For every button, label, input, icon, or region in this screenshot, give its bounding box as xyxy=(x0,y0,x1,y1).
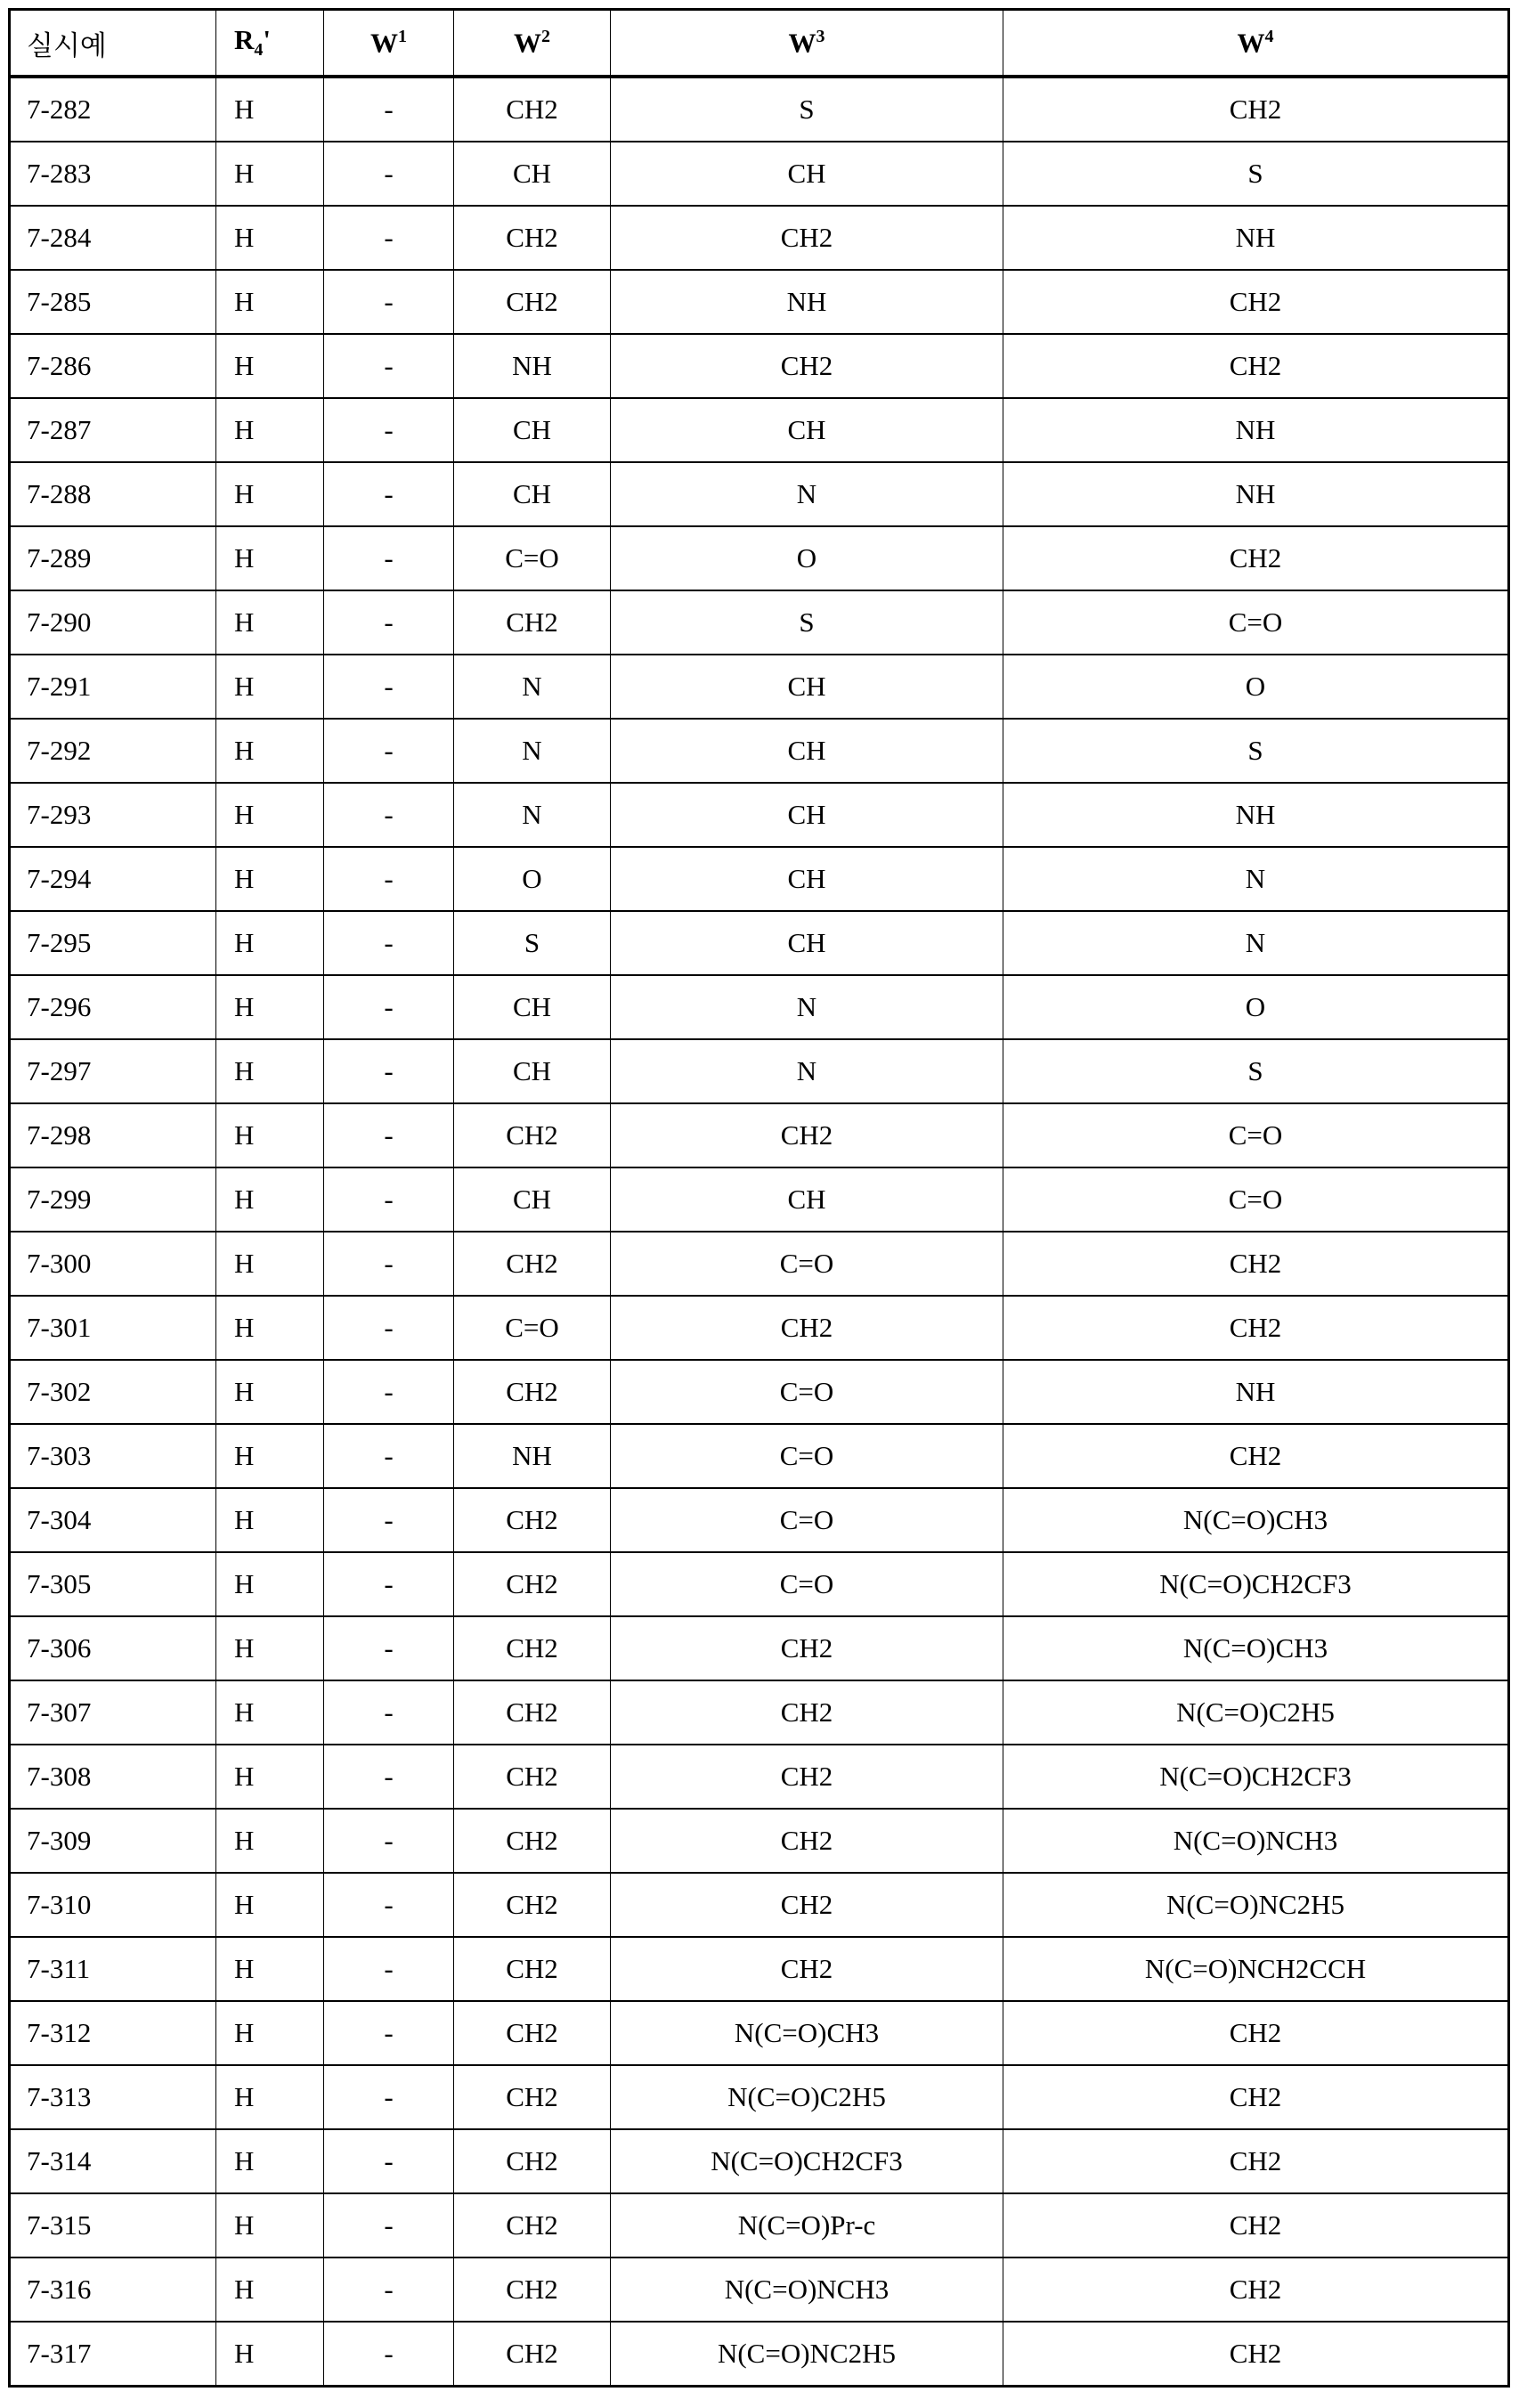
table-row xyxy=(10,1488,1509,1552)
w2-base: W xyxy=(514,27,541,58)
cell-w2: CH xyxy=(454,975,611,1039)
cell-r4: H xyxy=(216,2065,324,2129)
cell-w1: - xyxy=(324,462,454,526)
cell-r4: H xyxy=(216,77,324,142)
cell-w1: - xyxy=(324,1296,454,1360)
cell-w1: - xyxy=(324,1232,454,1296)
table-row xyxy=(10,783,1509,847)
cell-w4: N(C=O)NCH2CCH xyxy=(1003,1937,1509,2001)
cell-example: 7-299 xyxy=(10,1167,216,1232)
cell-example: 7-300 xyxy=(10,1232,216,1296)
cell-w1: - xyxy=(324,2001,454,2065)
cell-w4: NH xyxy=(1003,206,1509,270)
cell-r4: H xyxy=(216,1232,324,1296)
cell-w4: CH2 xyxy=(1003,2001,1509,2065)
cell-example: 7-298 xyxy=(10,1103,216,1167)
table-row xyxy=(10,334,1509,398)
cell-w2: CH2 xyxy=(454,1616,611,1680)
table-row xyxy=(10,719,1509,783)
cell-w2: CH xyxy=(454,398,611,462)
cell-w3: CH xyxy=(611,719,1003,783)
w1-base: W xyxy=(370,27,398,58)
cell-example: 7-293 xyxy=(10,783,216,847)
cell-w1: - xyxy=(324,1488,454,1552)
table-row xyxy=(10,1424,1509,1488)
cell-w4: CH2 xyxy=(1003,270,1509,334)
cell-w1: - xyxy=(324,398,454,462)
cell-w2: CH xyxy=(454,462,611,526)
cell-r4: H xyxy=(216,2129,324,2193)
cell-w2: CH2 xyxy=(454,1873,611,1937)
cell-w1: - xyxy=(324,270,454,334)
table-row xyxy=(10,1552,1509,1616)
cell-w1: - xyxy=(324,975,454,1039)
cell-w3: N(C=O)NCH3 xyxy=(611,2258,1003,2322)
cell-r4: H xyxy=(216,1873,324,1937)
cell-r4: H xyxy=(216,2258,324,2322)
cell-example: 7-283 xyxy=(10,142,216,206)
cell-w2: CH xyxy=(454,1167,611,1232)
r4-prime: ' xyxy=(263,24,271,55)
w2-sup: 2 xyxy=(541,27,550,46)
table-row xyxy=(10,1039,1509,1103)
table-body xyxy=(10,77,1509,2387)
cell-w2: CH2 xyxy=(454,590,611,655)
cell-example: 7-307 xyxy=(10,1680,216,1745)
cell-r4: H xyxy=(216,1745,324,1809)
cell-w3: S xyxy=(611,77,1003,142)
cell-w2: N xyxy=(454,719,611,783)
cell-w3: CH2 xyxy=(611,1873,1003,1937)
cell-w3: CH xyxy=(611,655,1003,719)
cell-w4: C=O xyxy=(1003,1103,1509,1167)
cell-w4: N(C=O)NC2H5 xyxy=(1003,1873,1509,1937)
cell-r4: H xyxy=(216,1424,324,1488)
cell-w3: CH2 xyxy=(611,1745,1003,1809)
cell-w4: N(C=O)CH3 xyxy=(1003,1616,1509,1680)
cell-w4: NH xyxy=(1003,462,1509,526)
cell-w2: CH2 xyxy=(454,1552,611,1616)
cell-w1: - xyxy=(324,1167,454,1232)
cell-w4: CH2 xyxy=(1003,2193,1509,2258)
cell-w4: S xyxy=(1003,1039,1509,1103)
cell-w4: CH2 xyxy=(1003,77,1509,142)
cell-r4: H xyxy=(216,1167,324,1232)
table-row xyxy=(10,1360,1509,1424)
header-example-label: 실시예 xyxy=(27,30,107,61)
cell-w1: - xyxy=(324,206,454,270)
table-row xyxy=(10,975,1509,1039)
cell-w2: CH2 xyxy=(454,206,611,270)
cell-w4: N xyxy=(1003,847,1509,911)
cell-w4: N(C=O)CH2CF3 xyxy=(1003,1552,1509,1616)
cell-w4: CH2 xyxy=(1003,334,1509,398)
cell-example: 7-313 xyxy=(10,2065,216,2129)
cell-w3: CH xyxy=(611,911,1003,975)
cell-w3: CH2 xyxy=(611,1937,1003,2001)
table-row xyxy=(10,2129,1509,2193)
cell-w1: - xyxy=(324,1552,454,1616)
cell-w2: CH2 xyxy=(454,1937,611,2001)
cell-w2: CH2 xyxy=(454,2193,611,2258)
cell-w1: - xyxy=(324,1039,454,1103)
cell-r4: H xyxy=(216,2001,324,2065)
table-row xyxy=(10,270,1509,334)
table-row xyxy=(10,1296,1509,1360)
table-row xyxy=(10,1937,1509,2001)
table-row xyxy=(10,655,1509,719)
cell-w4: S xyxy=(1003,719,1509,783)
header-row xyxy=(10,10,1509,77)
table-row xyxy=(10,911,1509,975)
cell-w3: CH xyxy=(611,142,1003,206)
cell-w2: NH xyxy=(454,1424,611,1488)
cell-example: 7-304 xyxy=(10,1488,216,1552)
cell-r4: H xyxy=(216,1039,324,1103)
cell-w2: CH2 xyxy=(454,2065,611,2129)
table-row xyxy=(10,2065,1509,2129)
cell-example: 7-303 xyxy=(10,1424,216,1488)
cell-example: 7-296 xyxy=(10,975,216,1039)
cell-example: 7-306 xyxy=(10,1616,216,1680)
cell-w2: CH2 xyxy=(454,1745,611,1809)
cell-w3: O xyxy=(611,526,1003,590)
cell-r4: H xyxy=(216,590,324,655)
cell-w3: CH xyxy=(611,847,1003,911)
cell-example: 7-284 xyxy=(10,206,216,270)
cell-example: 7-295 xyxy=(10,911,216,975)
cell-w4: CH2 xyxy=(1003,2258,1509,2322)
cell-w1: - xyxy=(324,1103,454,1167)
cell-w3: CH2 xyxy=(611,206,1003,270)
cell-r4: H xyxy=(216,142,324,206)
cell-example: 7-294 xyxy=(10,847,216,911)
table-row xyxy=(10,206,1509,270)
cell-w4: CH2 xyxy=(1003,1424,1509,1488)
cell-w2: N xyxy=(454,655,611,719)
table-row xyxy=(10,526,1509,590)
cell-w1: - xyxy=(324,77,454,142)
cell-w1: - xyxy=(324,1616,454,1680)
table-row xyxy=(10,2322,1509,2387)
cell-w4: CH2 xyxy=(1003,2129,1509,2193)
w4-sup: 4 xyxy=(1265,27,1274,46)
cell-example: 7-289 xyxy=(10,526,216,590)
cell-w4: CH2 xyxy=(1003,1296,1509,1360)
cell-w2: CH2 xyxy=(454,1103,611,1167)
table-row xyxy=(10,1873,1509,1937)
table-row xyxy=(10,2193,1509,2258)
cell-w4: S xyxy=(1003,142,1509,206)
cell-w3: N(C=O)C2H5 xyxy=(611,2065,1003,2129)
header-example xyxy=(10,10,216,77)
cell-example: 7-301 xyxy=(10,1296,216,1360)
cell-example: 7-291 xyxy=(10,655,216,719)
cell-r4: H xyxy=(216,1680,324,1745)
cell-r4: H xyxy=(216,1296,324,1360)
table-row xyxy=(10,1616,1509,1680)
cell-w1: - xyxy=(324,655,454,719)
cell-w3: CH xyxy=(611,783,1003,847)
cell-w1: - xyxy=(324,334,454,398)
cell-w1: - xyxy=(324,590,454,655)
cell-w3: CH2 xyxy=(611,1296,1003,1360)
cell-w1: - xyxy=(324,2129,454,2193)
cell-w3: CH2 xyxy=(611,334,1003,398)
table-row xyxy=(10,1167,1509,1232)
r4-base: R xyxy=(234,24,254,55)
table-row xyxy=(10,2258,1509,2322)
table-row xyxy=(10,847,1509,911)
cell-w3: N xyxy=(611,462,1003,526)
cell-r4: H xyxy=(216,270,324,334)
cell-w2: CH xyxy=(454,1039,611,1103)
table-row xyxy=(10,77,1509,142)
cell-r4: H xyxy=(216,719,324,783)
cell-w4: CH2 xyxy=(1003,1232,1509,1296)
cell-w4: CH2 xyxy=(1003,2322,1509,2387)
cell-r4: H xyxy=(216,334,324,398)
cell-w4: N(C=O)CH2CF3 xyxy=(1003,1745,1509,1809)
cell-w3: CH xyxy=(611,398,1003,462)
cell-w1: - xyxy=(324,1873,454,1937)
cell-w3: NH xyxy=(611,270,1003,334)
cell-r4: H xyxy=(216,911,324,975)
compound-table xyxy=(8,8,1510,2388)
cell-example: 7-311 xyxy=(10,1937,216,2001)
cell-w1: - xyxy=(324,2322,454,2387)
cell-w4: NH xyxy=(1003,1360,1509,1424)
cell-w3: CH2 xyxy=(611,1103,1003,1167)
cell-example: 7-287 xyxy=(10,398,216,462)
table-row xyxy=(10,2001,1509,2065)
cell-w1: - xyxy=(324,719,454,783)
cell-w3: C=O xyxy=(611,1552,1003,1616)
cell-example: 7-285 xyxy=(10,270,216,334)
cell-w4: O xyxy=(1003,975,1509,1039)
cell-w4: C=O xyxy=(1003,590,1509,655)
cell-r4: H xyxy=(216,2322,324,2387)
cell-w3: C=O xyxy=(611,1488,1003,1552)
cell-example: 7-305 xyxy=(10,1552,216,1616)
cell-w3: CH xyxy=(611,1167,1003,1232)
cell-w4: N(C=O)NCH3 xyxy=(1003,1809,1509,1873)
cell-r4: H xyxy=(216,1488,324,1552)
cell-w2: CH2 xyxy=(454,2001,611,2065)
cell-w3: N xyxy=(611,975,1003,1039)
cell-example: 7-290 xyxy=(10,590,216,655)
header-w3 xyxy=(611,10,1003,77)
cell-w2: NH xyxy=(454,334,611,398)
cell-w4: C=O xyxy=(1003,1167,1509,1232)
cell-w1: - xyxy=(324,1809,454,1873)
cell-w2: CH2 xyxy=(454,1360,611,1424)
cell-w3: C=O xyxy=(611,1360,1003,1424)
cell-w2: C=O xyxy=(454,526,611,590)
cell-w1: - xyxy=(324,1745,454,1809)
cell-w3: C=O xyxy=(611,1232,1003,1296)
header-r4 xyxy=(216,10,324,77)
header-w2 xyxy=(454,10,611,77)
cell-w3: CH2 xyxy=(611,1680,1003,1745)
cell-w3: N(C=O)Pr-c xyxy=(611,2193,1003,2258)
table-row xyxy=(10,142,1509,206)
cell-w4: CH2 xyxy=(1003,526,1509,590)
cell-w3: N(C=O)NC2H5 xyxy=(611,2322,1003,2387)
cell-w2: CH2 xyxy=(454,1488,611,1552)
cell-w2: CH2 xyxy=(454,1809,611,1873)
cell-w1: - xyxy=(324,1680,454,1745)
cell-w2: CH2 xyxy=(454,270,611,334)
cell-w2: CH2 xyxy=(454,77,611,142)
cell-w2: CH2 xyxy=(454,2322,611,2387)
cell-example: 7-282 xyxy=(10,77,216,142)
cell-example: 7-302 xyxy=(10,1360,216,1424)
w1-sup: 1 xyxy=(398,27,407,46)
table-row xyxy=(10,462,1509,526)
cell-w2: CH2 xyxy=(454,2129,611,2193)
cell-r4: H xyxy=(216,1809,324,1873)
cell-w4: O xyxy=(1003,655,1509,719)
w3-sup: 3 xyxy=(816,27,825,46)
cell-w4: CH2 xyxy=(1003,2065,1509,2129)
cell-example: 7-316 xyxy=(10,2258,216,2322)
cell-r4: H xyxy=(216,526,324,590)
cell-r4: H xyxy=(216,1103,324,1167)
cell-example: 7-308 xyxy=(10,1745,216,1809)
cell-w1: - xyxy=(324,783,454,847)
cell-w3: CH2 xyxy=(611,1616,1003,1680)
cell-w1: - xyxy=(324,1360,454,1424)
cell-w1: - xyxy=(324,2065,454,2129)
table-row xyxy=(10,1809,1509,1873)
table-row xyxy=(10,1103,1509,1167)
cell-r4: H xyxy=(216,2193,324,2258)
cell-r4: H xyxy=(216,398,324,462)
cell-r4: H xyxy=(216,783,324,847)
cell-r4: H xyxy=(216,206,324,270)
cell-r4: H xyxy=(216,655,324,719)
cell-r4: H xyxy=(216,975,324,1039)
cell-r4: H xyxy=(216,1552,324,1616)
table-row xyxy=(10,1232,1509,1296)
cell-w1: - xyxy=(324,526,454,590)
cell-w1: - xyxy=(324,847,454,911)
table-row xyxy=(10,1680,1509,1745)
cell-w2: CH2 xyxy=(454,2258,611,2322)
cell-w1: - xyxy=(324,1424,454,1488)
header-w1 xyxy=(324,10,454,77)
cell-w3: N(C=O)CH2CF3 xyxy=(611,2129,1003,2193)
cell-w2: C=O xyxy=(454,1296,611,1360)
cell-w1: - xyxy=(324,911,454,975)
cell-example: 7-288 xyxy=(10,462,216,526)
cell-w3: CH2 xyxy=(611,1809,1003,1873)
cell-example: 7-315 xyxy=(10,2193,216,2258)
cell-example: 7-314 xyxy=(10,2129,216,2193)
cell-w1: - xyxy=(324,1937,454,2001)
cell-w3: S xyxy=(611,590,1003,655)
cell-w4: N(C=O)C2H5 xyxy=(1003,1680,1509,1745)
cell-r4: H xyxy=(216,847,324,911)
cell-w4: NH xyxy=(1003,398,1509,462)
cell-w4: NH xyxy=(1003,783,1509,847)
cell-example: 7-286 xyxy=(10,334,216,398)
cell-example: 7-297 xyxy=(10,1039,216,1103)
cell-w2: CH2 xyxy=(454,1232,611,1296)
cell-w3: N(C=O)CH3 xyxy=(611,2001,1003,2065)
cell-w2: CH xyxy=(454,142,611,206)
cell-r4: H xyxy=(216,1937,324,2001)
cell-r4: H xyxy=(216,1360,324,1424)
cell-w2: CH2 xyxy=(454,1680,611,1745)
header-w4 xyxy=(1003,10,1509,77)
cell-r4: H xyxy=(216,1616,324,1680)
cell-w2: S xyxy=(454,911,611,975)
w3-base: W xyxy=(789,27,816,58)
cell-example: 7-292 xyxy=(10,719,216,783)
w4-base: W xyxy=(1238,27,1265,58)
cell-w4: N xyxy=(1003,911,1509,975)
cell-w4: N(C=O)CH3 xyxy=(1003,1488,1509,1552)
r4-sub: 4 xyxy=(254,41,263,61)
cell-w1: - xyxy=(324,2193,454,2258)
cell-w2: N xyxy=(454,783,611,847)
cell-w3: C=O xyxy=(611,1424,1003,1488)
table-row xyxy=(10,1745,1509,1809)
cell-example: 7-312 xyxy=(10,2001,216,2065)
cell-w2: O xyxy=(454,847,611,911)
cell-w1: - xyxy=(324,2258,454,2322)
cell-w1: - xyxy=(324,142,454,206)
cell-r4: H xyxy=(216,462,324,526)
cell-example: 7-309 xyxy=(10,1809,216,1873)
cell-w3: N xyxy=(611,1039,1003,1103)
table-row xyxy=(10,590,1509,655)
cell-example: 7-310 xyxy=(10,1873,216,1937)
cell-example: 7-317 xyxy=(10,2322,216,2387)
table-row xyxy=(10,398,1509,462)
